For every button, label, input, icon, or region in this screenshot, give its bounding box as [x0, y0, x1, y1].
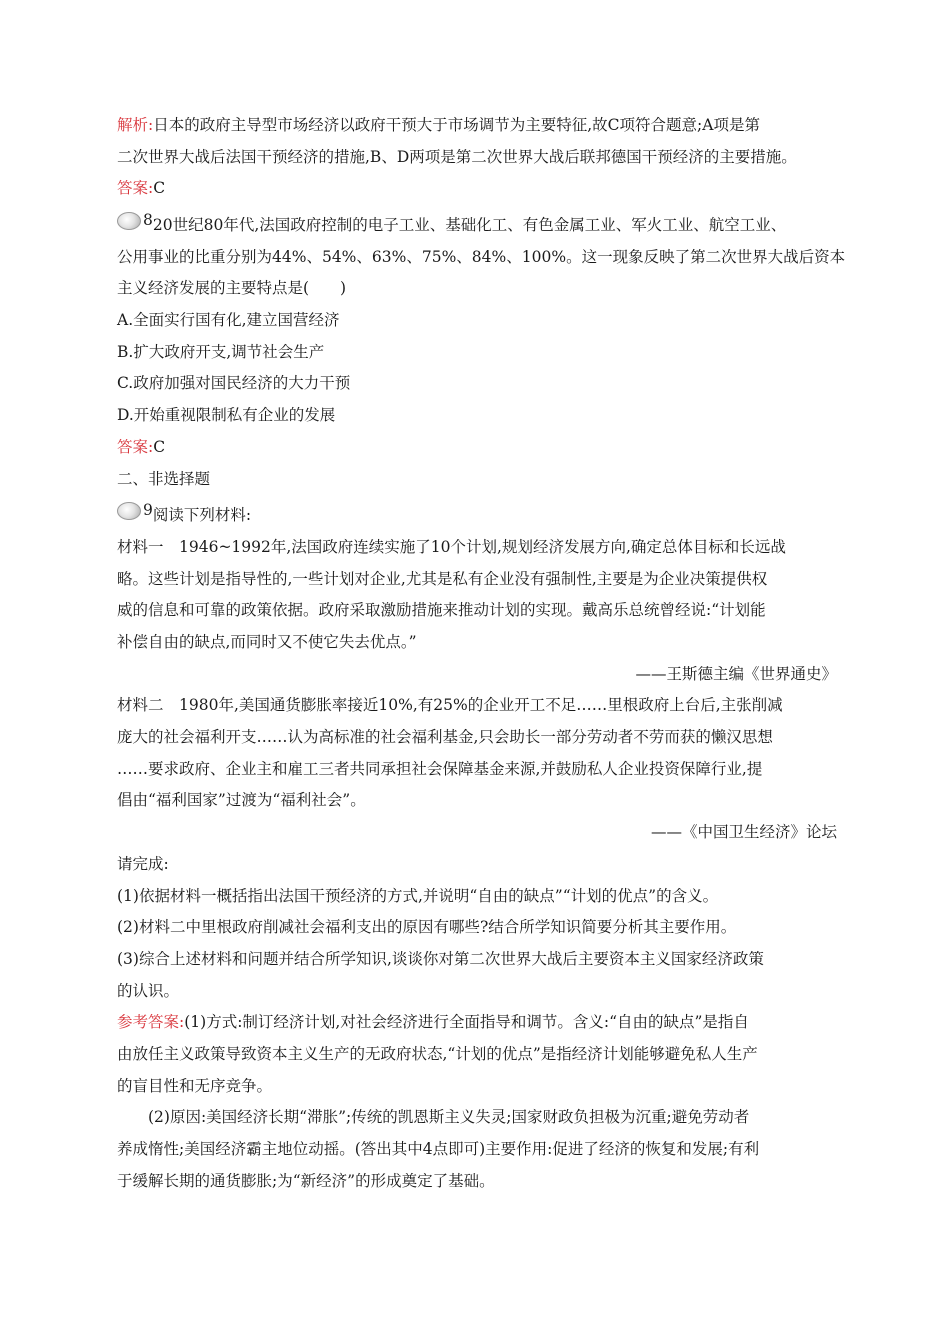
q8-option-a: A.全面实行国有化,建立国营经济: [117, 311, 340, 330]
ref-answer-label: 参考答案:: [117, 1013, 185, 1032]
q8-stem-text: 20世纪80年代,法国政府控制的电子工业、基础化工、有色金属工业、军火工业、航空工业、: [152, 215, 787, 234]
q8-stem-line-1: [117, 205, 837, 242]
q8-option-c: C.政府加强对国民经济的大力干预: [117, 374, 351, 393]
q8-stem-line-3: 主义经济发展的主要特点是( ): [117, 279, 347, 298]
q9-question-2: (2)材料二中里根政府削减社会福利支出的原因有哪些?结合所学知识简要分析其主要作用。: [117, 918, 737, 937]
ref-answer-text: (1)方式:制订经济计划,对社会经济进行全面指导和调节。含义:“自由的缺点”是指自: [184, 1013, 749, 1032]
material1-line-3: 威的信息和可靠的政策依据。政府采取激励措施来推动计划的实现。戴高乐总统曾经说:“计划能: [117, 601, 766, 620]
q8-option-d: D.开始重视限制私有企业的发展: [117, 406, 336, 425]
material1-source: ——王斯德主编《世界通史》: [635, 664, 837, 683]
analysis-text: 日本的政府主导型市场经济以政府干预大于市场调节为主要特征,故C项符合题意;A项是第: [153, 116, 760, 134]
document-page: [117, 110, 846, 1198]
q7-analysis-line-2: 二次世界大战后法国干预经济的措施,B、D两项是第二次世界大战后联邦德国干预经济的主要措施。: [117, 147, 797, 166]
q9-intro: [117, 495, 837, 532]
question-badge-icon: [117, 502, 141, 520]
q9-question-3-cont: 的认识。: [117, 981, 180, 1000]
question-number: 9: [143, 501, 153, 520]
material2-line-4: 倡由“福利国家”过渡为“福利社会”。: [117, 791, 366, 810]
material1-line-1: 材料一 1946~1992年,法国政府连续实施了10个计划,规划经济发展方向,确定总体目标和长远战: [117, 537, 786, 556]
ref-answer-1-line-1: [117, 1007, 837, 1039]
material2-line-2: 庞大的社会福利开支……认为高标准的社会福利基金,只会助长一部分劳动者不劳而获的懒汉思想: [117, 728, 773, 747]
ref-answer-2-line-2: 养成惰性;美国经济霸主地位动摇。(答出其中4点即可)主要作用:促进了经济的恢复和发展;有利: [117, 1140, 760, 1159]
ref-answer-2-line-3: 于缓解长期的通货膨胀;为“新经济”的形成奠定了基础。: [117, 1171, 495, 1190]
section-heading: 二、非选择题: [117, 469, 211, 488]
answer-label: 答案:: [117, 179, 154, 198]
material2-line-3: ……要求政府、企业主和雇工三者共同承担社会保障基金来源,并鼓励私人企业投资保障行业,提: [117, 759, 763, 778]
q9-intro-text: 阅读下列材料:: [152, 506, 252, 525]
material2-line-1: 材料二 1980年,美国通货膨胀率接近10%,有25%的企业开工不足……里根政府上台后,主张削减: [117, 696, 783, 715]
ref-answer-1-line-3: 的盲目性和无序竞争。: [117, 1076, 273, 1095]
q8-option-b: B.扩大政府开支,调节社会生产: [117, 342, 325, 361]
q7-answer: [117, 173, 837, 205]
ref-answer-2-line-1: (2)原因:美国经济长期“滞胀”;传统的凯恩斯主义失灵;国家财政负担极为沉重;避免劳动者: [148, 1108, 750, 1127]
analysis-label: 解析:: [117, 116, 154, 134]
ref-answer-1-line-2: 由放任主义政策导致资本主义生产的无政府状态,“计划的优点”是指经济计划能够避免私人生产: [117, 1045, 758, 1064]
q8-stem-line-2: 公用事业的比重分别为44%、54%、63%、75%、84%、100%。这一现象反映了第二次世界大战后资本: [117, 247, 846, 266]
q9-prompt: 请完成:: [117, 854, 169, 873]
question-number: 8: [143, 211, 153, 230]
material1-line-4: 补偿自由的缺点,而同时又不使它失去优点。”: [117, 632, 417, 651]
q8-answer: [117, 432, 837, 464]
answer-label: 答案:: [117, 437, 154, 456]
material1-line-2: 略。这些计划是指导性的,一些计划对企业,尤其是私有企业没有强制性,主要是为企业决策提供权: [117, 569, 768, 588]
q7-analysis-line-1: [117, 110, 837, 142]
q9-question-1: (1)依据材料一概括指出法国干预经济的方式,并说明“自由的缺点”“计划的优点”的含义。: [117, 886, 719, 905]
answer-value: C: [153, 437, 166, 456]
q9-question-3: (3)综合上述材料和问题并结合所学知识,谈谈你对第二次世界大战后主要资本主义国家经济政策: [117, 949, 764, 968]
material2-source: ——《中国卫生经济》论坛: [650, 823, 837, 842]
question-badge-icon: [117, 212, 141, 230]
answer-value: C: [153, 179, 166, 198]
